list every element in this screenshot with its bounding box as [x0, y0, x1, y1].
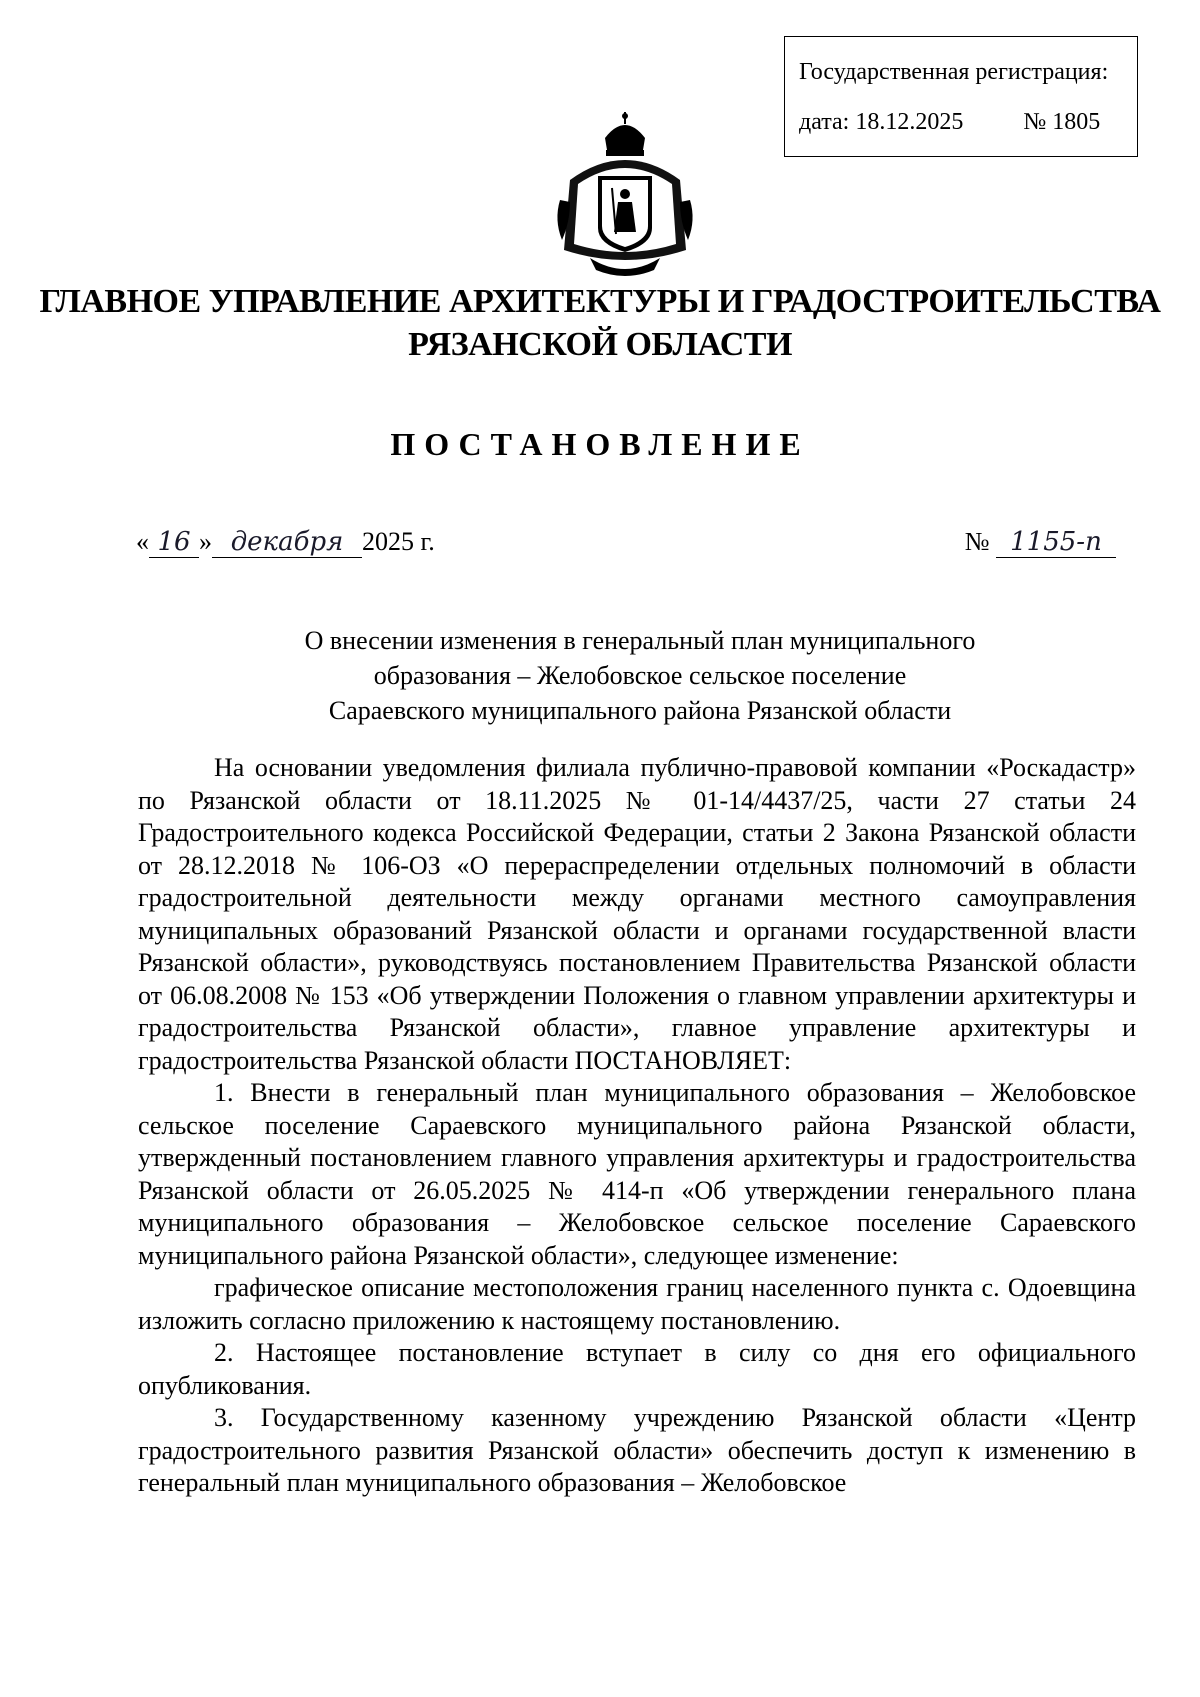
document-date [136, 527, 435, 558]
document-number [965, 527, 1116, 558]
date-year: 2025 г. [362, 527, 435, 556]
date-day-handwritten: 16 [149, 527, 199, 558]
organization-name-line1: ГЛАВНОЕ УПРАВЛЕНИЕ АРХИТЕКТУРЫ И ГРАДОСТРОИТЕЛЬСТВА [39, 283, 1161, 320]
registration-date: дата: 18.12.2025 [799, 109, 964, 135]
subject-line: О внесении изменения в генеральный план муниципального [304, 626, 976, 655]
registration-number: № 1805 [1023, 109, 1101, 135]
subject-line: образования – Желобовское сельское поселение [373, 661, 907, 690]
number-prefix: № [964, 527, 990, 556]
registration-title: Государственная регистрация: [799, 59, 1109, 85]
registration-stamp [784, 36, 1138, 157]
item-1-paragraph: 1. Внести в генеральный план муниципального образования – Желобовское сельское поселение Сараевского муниципального района Рязанской области, утвержденный постановлением главного управления архитектуры и градостроительства Рязанской области от 26.05.2025 № 414-п «Об утверждении генерального плана муниципального образования – Желобовское сельское поселение Сараевского муниципального района Рязанской области», следующее изменение: [138, 1078, 1136, 1270]
document-subject [0, 623, 1200, 728]
registration-details [799, 109, 1100, 136]
item-3-paragraph: 3. Государственному казенному учреждению Рязанской области «Центр градостроительного развития Рязанской области» обеспечить доступ к изменению в генеральный план муниципального образования – Желобовское [138, 1403, 1136, 1497]
item-2-paragraph: 2. Настоящее постановление вступает в силу со дня его официального опубликования. [138, 1338, 1136, 1400]
organization-name-line2: РЯЗАНСКОЙ ОБЛАСТИ [408, 326, 792, 363]
date-month-handwritten: декабря [212, 527, 362, 558]
date-close-quote: » [199, 527, 212, 556]
document-body [138, 752, 1136, 1500]
number-value-handwritten: 1155-п [996, 527, 1116, 558]
item-1-text-paragraph: графическое описание местоположения границ населенного пункта с. Одоевщина изложить согласно приложению к настоящему постановлению. [138, 1273, 1136, 1335]
subject-line: Сараевского муниципального района Рязанской области [328, 696, 952, 725]
date-open-quote: « [136, 527, 149, 556]
document-type-title: ПОСТАНОВЛЕНИЕ [390, 426, 810, 462]
preamble-paragraph: На основании уведомления филиала публично-правовой компании «Роскадастр» по Рязанской области от 18.11.2025 № 01-14/4437/25, части 27 статьи 24 Градостроительного кодекса Российской Федерации, статьи 2 Закона Рязанской области от 28.12.2018 № 106-ОЗ «О перераспределении отдельных полномочий в области градостроительной деятельности между органами местного самоуправления муниципальных образований Рязанской области и органами государственной власти Рязанской области», руководствуясь постановлением Правительства Рязанской области от 06.08.2008 № 153 «Об утверждении Положения о главном управлении архитектуры и градостроительства Рязанской области», главное управление архитектуры и градостроительства Рязанской области ПОСТАНОВЛЯЕТ: [138, 753, 1136, 1075]
coat-of-arms-icon [550, 110, 700, 280]
stamp-underline [785, 156, 1137, 157]
